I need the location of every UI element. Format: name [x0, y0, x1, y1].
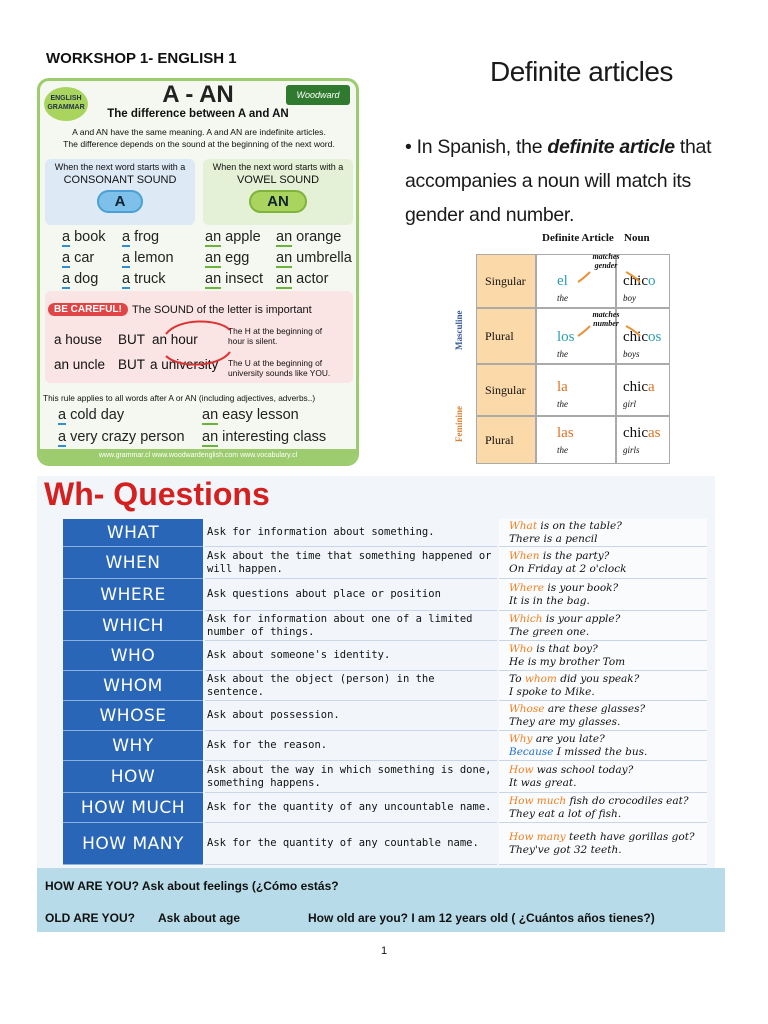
- row-plural-masc: Plural: [476, 308, 536, 364]
- note-university: The U at the beginning of university sounds like YOU.: [228, 358, 331, 378]
- example-a-dog: a dog: [62, 271, 99, 287]
- wh-word: HOW MANY: [63, 823, 203, 865]
- but-label-2: BUT: [118, 357, 145, 372]
- example-an-egg: an egg: [205, 250, 250, 266]
- example-an-orange: an orange: [276, 229, 342, 245]
- example-a-book: a book: [62, 229, 106, 245]
- row-plural-fem: Plural: [476, 416, 536, 464]
- english-grammar-badge: ENGLISH GRAMMAR: [44, 87, 88, 121]
- table-row: [63, 547, 707, 579]
- table-row: [63, 579, 707, 611]
- an-pill: AN: [249, 190, 307, 213]
- wh-example: To whom did you speak? I spoke to Mike.: [499, 671, 707, 701]
- poster-intro: [44, 126, 354, 150]
- wh-example: Whose are these glasses? They are my glasses.: [499, 701, 707, 731]
- wh-description: Ask for information about one of a limited number of things.: [205, 611, 497, 641]
- consonant-box: [45, 159, 195, 225]
- table-row: [63, 611, 707, 641]
- matches-number-label: matches number: [592, 310, 620, 328]
- example-an-interesting-class: an interesting class: [202, 429, 327, 445]
- rule-note: This rule applies to all words after A or AN (including adjectives, adverbs..): [43, 393, 316, 403]
- vowel-heading: When the next word starts with a: [212, 162, 344, 172]
- wh-example: Why are you late? Because I missed the bus.: [499, 731, 707, 761]
- wh-description: Ask for the reason.: [205, 731, 497, 761]
- arrow-graphic: [158, 320, 248, 366]
- wh-description: Ask for the quantity of any uncountable name.: [205, 793, 497, 823]
- intro-line-1: A and AN have the same meaning. A and AN are indefinite articles.: [72, 127, 326, 137]
- poster-title: A - AN: [162, 81, 234, 108]
- how-old-band: [37, 904, 725, 932]
- wh-word: WHOSE: [63, 701, 203, 731]
- example-a-truck: a truck: [122, 271, 166, 287]
- table-row: [63, 793, 707, 823]
- example-an-actor: an actor: [276, 271, 329, 287]
- table-row: [63, 641, 707, 671]
- wh-word: WHOM: [63, 671, 203, 701]
- wh-example: How was school today? It was great.: [499, 761, 707, 793]
- noun-chico: chico boy: [616, 254, 670, 308]
- example-a-car: a car: [62, 250, 95, 266]
- wh-description: Ask about possession.: [205, 701, 497, 731]
- article-la: la the: [536, 364, 616, 416]
- table-row: [63, 671, 707, 701]
- noun-chica: chica girl: [616, 364, 670, 416]
- wh-example: What is on the table? There is a pencil: [499, 519, 707, 547]
- example-an-uncle: an uncle: [54, 357, 106, 372]
- wh-description: Ask for information about something.: [205, 519, 497, 547]
- wh-example: How many teeth have gorillas got? They've got 32 teeth.: [499, 823, 707, 865]
- definite-articles-title: Definite articles: [490, 56, 673, 87]
- article-el: el the: [536, 254, 616, 308]
- vowel-label: VOWEL SOUND: [236, 174, 320, 186]
- table-row: [63, 731, 707, 761]
- poster-footer: www.grammar.cl www.woodwardenglish.com www.vocabulary.cl: [40, 449, 356, 463]
- matches-gender-label: matches gender: [592, 252, 620, 270]
- but-label-1: BUT: [118, 332, 145, 347]
- feminine-label: Feminine: [454, 406, 464, 442]
- row-singular-fem: Singular: [476, 364, 536, 416]
- a-an-poster: [37, 78, 359, 466]
- ask-about-age-text: Ask about age: [158, 911, 241, 925]
- example-an-umbrella: an umbrella: [276, 250, 352, 266]
- wh-word: WHERE: [63, 579, 203, 611]
- example-a-cold-day: a cold day: [58, 407, 125, 423]
- example-a-frog: a frog: [122, 229, 160, 245]
- consonant-label: CONSONANT SOUND: [63, 174, 177, 186]
- how-are-you-band: [37, 868, 725, 904]
- woodward-logo: Woodward: [286, 85, 350, 105]
- careful-text: The SOUND of the letter is important: [132, 304, 312, 316]
- wh-word: WHY: [63, 731, 203, 761]
- a-pill: A: [97, 190, 144, 213]
- noun-chicas: chicas girls: [616, 416, 670, 464]
- how-old-example-text: How old are you? I am 12 years old ( ¿Cuántos años tienes?): [308, 911, 655, 925]
- table-row: [63, 823, 707, 865]
- example-an-apple: an apple: [205, 229, 261, 245]
- wh-description: Ask about someone's identity.: [205, 641, 497, 671]
- table-row: [63, 761, 707, 793]
- wh-word: WHEN: [63, 547, 203, 579]
- wh-example: How much fish do crocodiles eat? They eat a lot of fish.: [499, 793, 707, 823]
- definite-articles-bullet: • In Spanish, the definite article that accompanies a noun will match its gender and number.: [405, 136, 712, 226]
- wh-description: Ask about the object (person) in the sentence.: [205, 671, 497, 701]
- article-las: las the: [536, 416, 616, 464]
- page-number: 1: [380, 945, 388, 957]
- table-row: [63, 701, 707, 731]
- wh-word: WHO: [63, 641, 203, 671]
- wh-word: WHICH: [63, 611, 203, 641]
- article-los: los the: [536, 308, 616, 364]
- wh-example: Which is your apple? The green one.: [499, 611, 707, 641]
- wh-description: Ask questions about place or position: [205, 579, 497, 611]
- masculine-label: Masculine: [454, 310, 464, 350]
- example-a-university: a university: [150, 357, 219, 372]
- bullet-dot: •: [405, 136, 417, 158]
- example-a-house: a house: [54, 332, 103, 347]
- wh-word: WHAT: [63, 519, 203, 547]
- noun-chicos: chicos boys: [616, 308, 670, 364]
- example-an-easy-lesson: an easy lesson: [202, 407, 299, 423]
- wh-questions-title: Wh- Questions: [44, 476, 270, 512]
- wh-description: Ask for the quantity of any countable name.: [205, 823, 497, 865]
- row-singular-masc: Singular: [476, 254, 536, 308]
- be-careful-pill: BE CAREFUL!: [48, 303, 128, 316]
- col-definite-article: Definite Article: [542, 232, 614, 244]
- wh-description: Ask about the way in which something is done, something happens.: [205, 761, 497, 793]
- wh-word: HOW: [63, 761, 203, 793]
- wh-word: HOW MUCH: [63, 793, 203, 823]
- intro-line-2: The difference depends on the sound at the beginning of the next word.: [63, 139, 335, 149]
- page-title: WORKSHOP 1- ENGLISH 1: [46, 50, 237, 67]
- example-a-very-crazy-person: a very crazy person: [58, 429, 185, 445]
- table-row: [63, 519, 707, 547]
- vowel-box: [203, 159, 353, 225]
- wh-example: Where is your book? It is in the bag.: [499, 579, 707, 611]
- example-a-lemon: a lemon: [122, 250, 174, 266]
- example-an-insect: an insect: [205, 271, 264, 287]
- how-are-you-text: HOW ARE YOU? Ask about feelings (¿Cómo estás?: [45, 879, 339, 893]
- wh-example: When is the party? On Friday at 2 o'clock: [499, 547, 707, 579]
- articles-table: [456, 232, 676, 468]
- wh-example: Who is that boy? He is my brother Tom: [499, 641, 707, 671]
- poster-subtitle: The difference between A and AN: [107, 108, 289, 120]
- example-an-hour: an hour: [152, 332, 198, 347]
- old-are-you-text: OLD ARE YOU?: [45, 911, 136, 925]
- note-silent-h: The H at the beginning of hour is silent.: [228, 326, 323, 346]
- wh-description: Ask about the time that something happened or will happen.: [205, 547, 497, 579]
- matching-arrows: [556, 260, 666, 340]
- col-noun: Noun: [624, 232, 650, 244]
- consonant-heading: When the next word starts with a: [54, 162, 186, 172]
